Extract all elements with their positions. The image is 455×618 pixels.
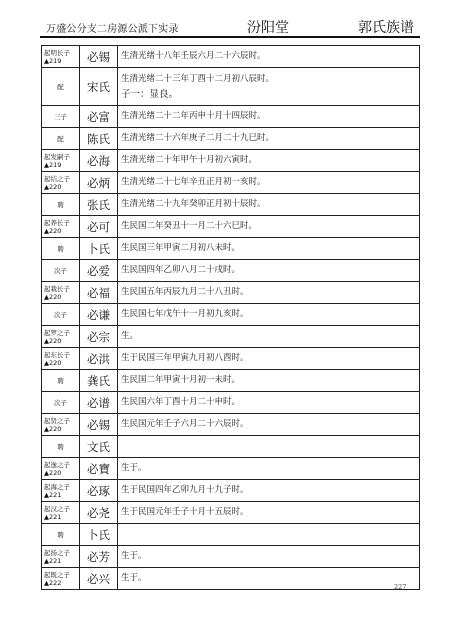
person-name: 必福	[80, 282, 118, 304]
birth-record	[118, 260, 420, 282]
birth-record	[118, 502, 420, 524]
birth-record	[118, 106, 420, 128]
relation-label: 起栽长子	[44, 284, 70, 293]
birth-record	[118, 150, 420, 172]
table-row	[42, 128, 420, 150]
page-reference: ▲219	[44, 56, 62, 65]
table-row	[42, 326, 420, 348]
birth-record	[118, 348, 420, 370]
birth-record	[118, 128, 420, 150]
birth-record	[118, 524, 420, 546]
birth-record	[118, 304, 420, 326]
relation-label: 起既之子	[44, 570, 70, 579]
relation-label: 配	[57, 134, 64, 143]
relation-cell	[42, 282, 80, 304]
table-row	[42, 524, 420, 546]
genealogy-table-body	[42, 46, 420, 590]
page-reference: ▲220	[44, 292, 62, 301]
relation-cell	[42, 370, 80, 392]
person-name: 必洪	[80, 348, 118, 370]
table-row	[42, 68, 420, 106]
relation-label: 次子	[54, 310, 67, 319]
table-row	[42, 106, 420, 128]
birth-record-text: 生于民国元年壬子十月十五辰时。	[121, 507, 249, 517]
person-name: 必可	[80, 216, 118, 238]
table-row	[42, 436, 420, 458]
birth-record-text: 生清光绪二十九年癸卯正月初十辰时。	[121, 199, 266, 209]
table-row	[42, 260, 420, 282]
table-row	[42, 458, 420, 480]
relation-label: 起结之子	[44, 174, 70, 183]
table-row	[42, 150, 420, 172]
header-right-title: 郭氏族谱	[358, 20, 414, 36]
birth-record	[118, 546, 420, 568]
page-reference: ▲220	[44, 424, 62, 433]
birth-record	[118, 458, 420, 480]
page-reference: ▲220	[44, 226, 62, 235]
relation-cell	[42, 260, 80, 282]
person-name: 必爱	[80, 260, 118, 282]
table-row	[42, 370, 420, 392]
person-name: 卜氏	[80, 238, 118, 260]
birth-record-text: 生民国二年癸丑十一月二十六巳时。	[121, 221, 258, 231]
table-row	[42, 238, 420, 260]
birth-record	[118, 370, 420, 392]
relation-cell	[42, 348, 80, 370]
relation-label: 起贤之子	[44, 416, 70, 425]
birth-record	[118, 326, 420, 348]
header-divider	[40, 36, 420, 38]
birth-record-text: 生清光绪二十六年庚子二月二十九巳时。	[121, 133, 275, 143]
person-name: 陈氏	[80, 128, 118, 150]
birth-record	[118, 238, 420, 260]
relation-label: 起逸之子	[44, 460, 70, 469]
table-row	[42, 304, 420, 326]
person-name: 必炳	[80, 172, 118, 194]
person-name: 必海	[80, 150, 118, 172]
relation-label: 聘	[57, 442, 64, 451]
relation-cell	[42, 392, 80, 414]
table-row	[42, 46, 420, 68]
relation-cell	[42, 46, 80, 68]
relation-cell	[42, 238, 80, 260]
birth-record-text: 生于民国四年乙卯九月十九子时。	[121, 485, 249, 495]
person-name: 必锡	[80, 414, 118, 436]
birth-record-text: 生清光绪二十三年丁酉十二月初八辰时。	[121, 73, 275, 84]
person-name: 必锡	[80, 46, 118, 68]
table-row	[42, 414, 420, 436]
relation-cell	[42, 304, 80, 326]
birth-record-text: 生清光绪二十二年丙申十月十四辰时。	[121, 111, 266, 121]
page-number: 227	[394, 583, 407, 591]
relation-label: 聘	[57, 530, 64, 539]
birth-record	[118, 282, 420, 304]
relation-label: 起海之子	[44, 482, 70, 491]
birth-record	[118, 568, 420, 590]
table-row	[42, 282, 420, 304]
relation-cell	[42, 480, 80, 502]
relation-label: 起罗之子	[44, 328, 70, 337]
relation-label: 次子	[54, 266, 67, 275]
birth-record-text: 生清光绪二十七年辛丑正月初一亥时。	[121, 177, 266, 187]
table-row	[42, 568, 420, 590]
children-note: 子一：显良。	[121, 88, 179, 100]
relation-label: 起扬之子	[44, 548, 70, 557]
relation-label: 聘	[57, 376, 64, 385]
relation-cell	[42, 568, 80, 590]
relation-label: 次子	[54, 398, 67, 407]
birth-record-text: 生。	[121, 331, 139, 341]
page-reference: ▲220	[44, 182, 62, 191]
relation-cell	[42, 216, 80, 238]
page-reference: ▲222	[44, 578, 62, 587]
relation-label: 聘	[57, 200, 64, 209]
birth-record	[118, 392, 420, 414]
person-name: 必芳	[80, 546, 118, 568]
relation-cell	[42, 128, 80, 150]
page-reference: ▲221	[44, 490, 62, 499]
relation-label: 起明长子	[44, 48, 70, 57]
person-name: 必琢	[80, 480, 118, 502]
birth-record	[118, 414, 420, 436]
person-name: 必富	[80, 106, 118, 128]
relation-label: 起发嗣子	[44, 152, 70, 161]
table-row	[42, 348, 420, 370]
relation-cell	[42, 150, 80, 172]
birth-record-text: 生民国四年乙卯八月二十戌时。	[121, 265, 241, 275]
birth-record-text: 生于民国三年甲寅九月初八酉时。	[121, 353, 249, 363]
relation-cell	[42, 414, 80, 436]
relation-cell	[42, 106, 80, 128]
birth-record-text: 生清光绪十八年壬辰六月二十六辰时。	[121, 51, 266, 61]
table-row	[42, 392, 420, 414]
relation-cell	[42, 436, 80, 458]
birth-record	[118, 216, 420, 238]
relation-label: 起东长子	[44, 350, 70, 359]
person-name: 必谱	[80, 392, 118, 414]
birth-record	[118, 194, 420, 216]
genealogy-table	[41, 45, 420, 590]
page-reference: ▲221	[44, 512, 62, 521]
person-name: 必兴	[80, 568, 118, 590]
person-name: 必谦	[80, 304, 118, 326]
table-row	[42, 502, 420, 524]
relation-cell	[42, 458, 80, 480]
birth-record-text: 生民国六年丁酉十月二十申时。	[121, 397, 241, 407]
birth-record	[118, 480, 420, 502]
page-header	[40, 16, 420, 38]
person-name: 必宗	[80, 326, 118, 348]
page-reference: ▲220	[44, 336, 62, 345]
relation-label: 三子	[54, 112, 67, 121]
page-reference: ▲219	[44, 160, 62, 169]
page-reference: ▲221	[44, 556, 62, 565]
birth-record	[118, 172, 420, 194]
birth-record-text: 生民国三年甲寅二月初八未时。	[121, 243, 241, 253]
relation-cell	[42, 68, 80, 106]
birth-record-text: 生民国五年丙辰九月二十八丑时。	[121, 287, 249, 297]
birth-record	[118, 436, 420, 458]
birth-record-text: 生于。	[121, 551, 147, 561]
header-left-title: 万盛公分支二房源公派下实录	[46, 24, 179, 35]
table-row	[42, 194, 420, 216]
birth-record-text: 生民国七年戊午十一月初九亥时。	[121, 309, 249, 319]
birth-record	[118, 68, 420, 106]
person-name: 必尧	[80, 502, 118, 524]
table-row	[42, 480, 420, 502]
birth-record-text: 生清光绪二十年甲午十月初六寅时。	[121, 155, 258, 165]
relation-label: 聘	[57, 244, 64, 253]
birth-record	[118, 46, 420, 68]
birth-record-text: 生民国元年壬子六月二十六辰时。	[121, 419, 249, 429]
relation-cell	[42, 326, 80, 348]
relation-cell	[42, 524, 80, 546]
header-center-title: 汾阳堂	[247, 20, 289, 36]
relation-label: 配	[57, 82, 64, 91]
birth-record-text: 生于。	[121, 463, 147, 473]
relation-cell	[42, 546, 80, 568]
table-row	[42, 172, 420, 194]
person-name: 张氏	[80, 194, 118, 216]
relation-label: 起养长子	[44, 218, 70, 227]
relation-cell	[42, 194, 80, 216]
relation-cell	[42, 172, 80, 194]
person-name: 文氏	[80, 436, 118, 458]
relation-cell	[42, 502, 80, 524]
person-name: 卜氏	[80, 524, 118, 546]
person-name: 必寶	[80, 458, 118, 480]
relation-label: 起汉之子	[44, 504, 70, 513]
page-reference: ▲220	[44, 358, 62, 367]
page-reference: ▲220	[44, 468, 62, 477]
table-row	[42, 216, 420, 238]
person-name: 宋氏	[80, 68, 118, 106]
person-name: 龚氏	[80, 370, 118, 392]
table-row	[42, 546, 420, 568]
birth-record-text: 生于。	[121, 573, 147, 583]
birth-record-text: 生民国二年甲寅十月初一未时。	[121, 375, 241, 385]
